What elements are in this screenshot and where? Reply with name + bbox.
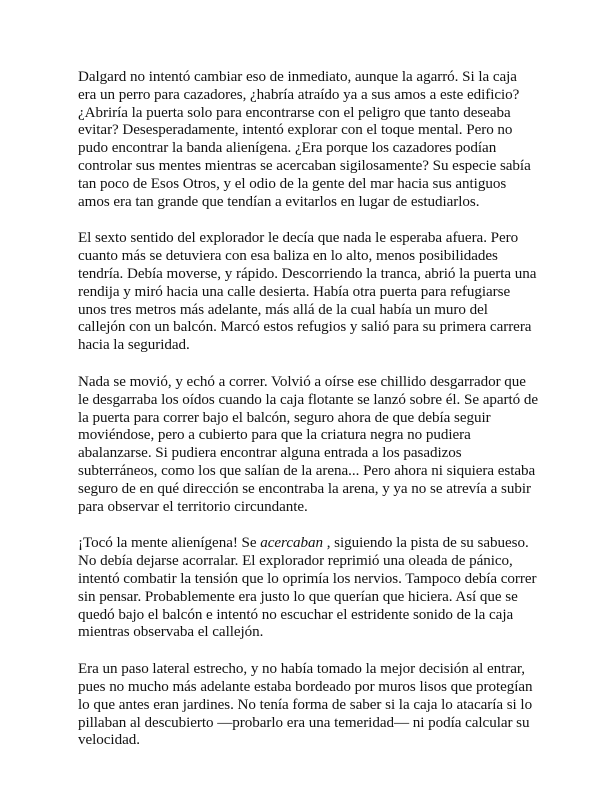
paragraph-3: Nada se movió, y echó a correr. Volvió a oírse ese chillido desgarrador que le desgarraba los oídos cuando la caja flotante se lanzó sobre él. Se apartó de la puerta para correr bajo el balcón, seguro ahora de que debía seguir moviéndose, pero a cubierto para que la criatura negra no pudiera abalanzarse. Si pudiera encontrar alguna entrada a los pasadizos subterráneos, como los que salían de la arena... Pero ahora ni siquiera estaba seguro de en qué dirección se encontraba la arena, y ya no se atrevía a subir para observar el territorio circundante. xyxy=(78,373,538,515)
paragraph-5: Era un paso lateral estrecho, y no había tomado la mejor decisión al entrar, pues no mucho más adelante estaba bordeado por muros lisos que protegían lo que antes eran jardines. No tenía forma de saber si la caja lo atacaría si lo pillaban al descubierto —probarlo era una temeridad— ni podía calcular su velocidad. xyxy=(78,661,533,749)
paragraph-4-text-after: , siguiendo la pista de su sabueso. No debía dejarse acorralar. El explorador reprimió una oleada de pánico, intentó combatir la tensión que lo oprimía los nervios. Tampoco debía correr sin pensar. Probablemente era justo lo que querían que hiciera. Así que se quedó bajo el balcón e intentó no escuchar el estridente sonido de la caja mientras observaba el callejón. xyxy=(78,535,537,641)
paragraph-1: Dalgard no intentó cambiar eso de inmediato, aunque la agarró. Si la caja era un perro para cazadores, ¿habría atraído ya a sus amos a este edificio? ¿Abriría la puerta solo para encontrarse con el peligro que tanto deseaba evitar? Desesperadamente, intentó explorar con el toque mental. Pero no pudo encontrar la banda alienígena. ¿Era porque los cazadores podían controlar sus mentes mientras se acercaban sigilosamente? Su especie sabía tan poco de Esos Otros, y el odio de la gente del mar hacia sus antiguos amos era tan grande que tendían a evitarlos en lugar de estudiarlos. xyxy=(78,69,531,210)
paragraph-4-emphasis: acercaban xyxy=(260,535,323,552)
paragraph-4-text-before: ¡Tocó la mente alienígena! Se xyxy=(78,535,261,552)
paragraph-4 xyxy=(78,535,538,642)
body-text xyxy=(78,69,538,750)
paragraph-2: El sexto sentido del explorador le decía que nada le esperaba afuera. Pero cuanto más se detuviera con esa baliza en lo alto, menos posibilidades tendría. Debía moverse, y rápido. Descorriendo la tranca, abrió la puerta una rendija y miró hacia una calle desierta. Había otra puerta para refugiarse unos tres metros más adelante, más allá de la cual había un muro del callejón con un balcón. Marcó estos refugios y salió para su primera carrera hacia la seguridad. xyxy=(78,230,537,354)
